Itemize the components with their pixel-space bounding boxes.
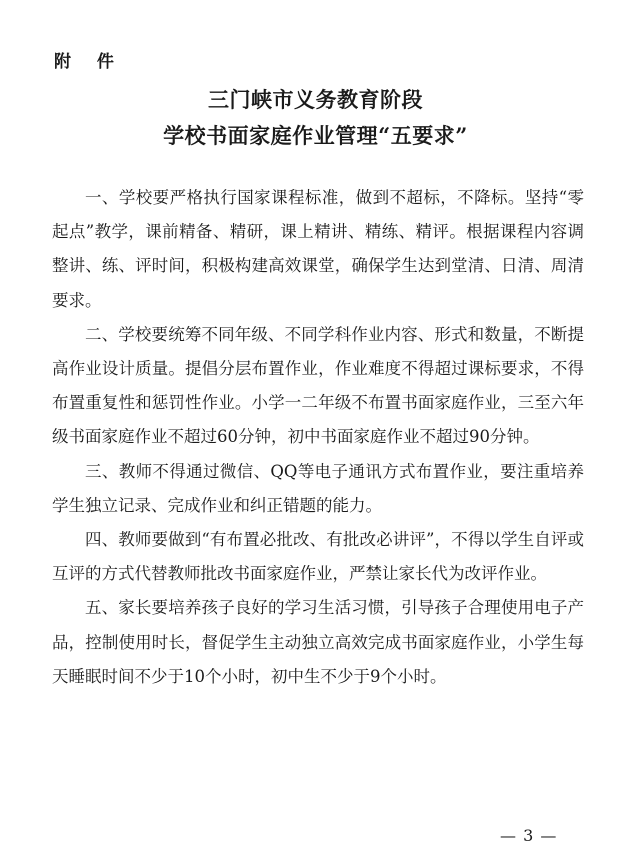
document-title-line-1: 三门峡市义务教育阶段	[208, 87, 423, 112]
paragraph-2: 二、学校要统筹不同年级、不同学科作业内容、形式和数量，不断提高作业设计质量。提倡分层布置作业，作业难度不得超过课标要求，不得布置重复性和惩罚性作业。小学一二年级不布置书面家庭作业，三至六年级书面家庭作业不超过60分钟，初中书面家庭作业不超过90分钟。	[52, 324, 584, 447]
document-body	[52, 181, 584, 694]
paragraph-5: 五、家长要培养孩子良好的学习生活习惯，引导孩子合理使用电子产品，控制使用时长，督促学生主动独立高效完成书面家庭作业，小学生每天睡眠时间不少于10个小时，初中生不少于9个小时。	[52, 598, 584, 686]
page-number: — 3 —	[500, 826, 558, 845]
document-title-line-2: 学校书面家庭作业管理“五要求”	[163, 123, 468, 148]
paragraph-3: 三、教师不得通过微信、QQ等电子通讯方式布置作业，要注重培养学生独立记录、完成作业和纠正错题的能力。	[52, 461, 584, 515]
paragraph-4: 四、教师要做到“有布置必批改、有批改必讲评”，不得以学生自评或互评的方式代替教师批改书面家庭作业，严禁让家长代为改评作业。	[52, 530, 584, 584]
paragraph-1: 一、学校要严格执行国家课程标准，做到不超标，不降标。坚持“零起点”教学，课前精备、精研，课上精讲、精练、精评。根据课程内容调整讲、练、评时间，积极构建高效课堂，确保学生达到堂清、日清、周清要求。	[52, 188, 584, 310]
attachment-label: 附 件	[54, 52, 124, 72]
